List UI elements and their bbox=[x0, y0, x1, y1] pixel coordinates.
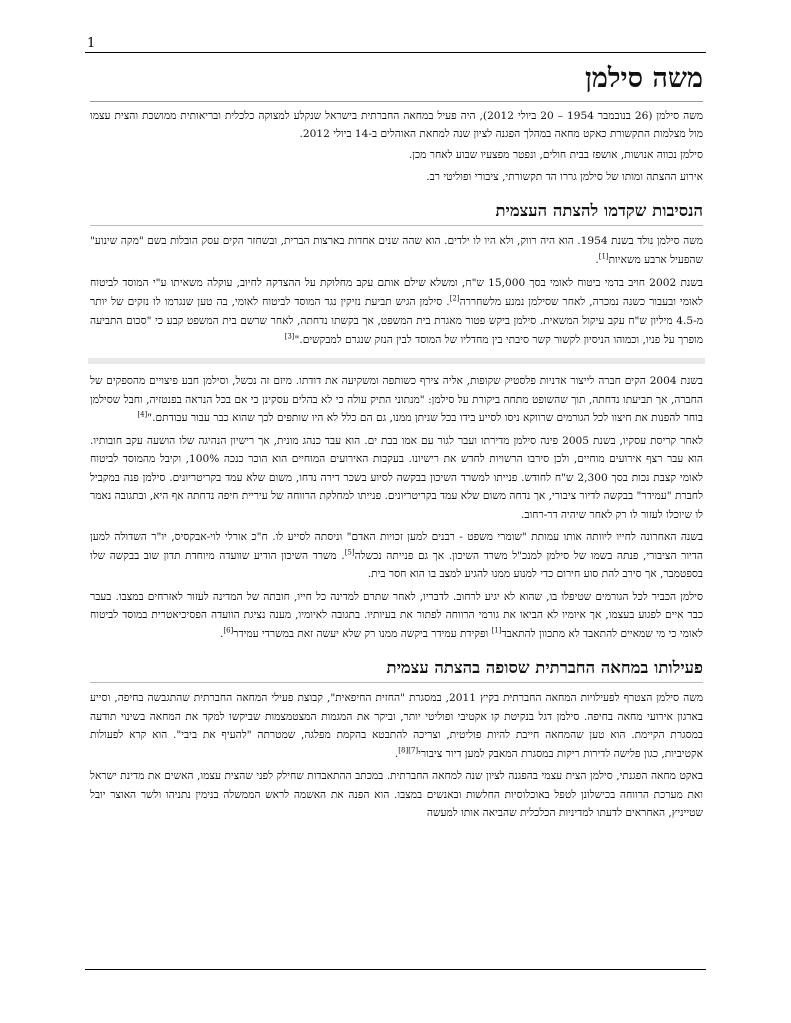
intro-paragraph-1: משה סילמן (26 בנובמבר 1954 – 20 ביולי 2012), היה פעיל במחאה החברתית בישראל שנקלע למצוקה כלכלית ובריאותית ממושכת והצית עצמו מול מצלמות התקשורת כאקט מחאה במהלך הפגנה לציון שנה למחאת האוהלים ב-14 ביולי 2012. bbox=[90, 110, 703, 140]
paragraph: לאחר קריסת עסקיו, בשנת 2005 פינה סילמן מדירתו ועבר לגור עם אמו בבת ים. הוא עבד כנהג מונית, אך רישיון הנהיגה שלו הושעה עקב חובותיו. הוא עבר רצף אירועים מוחיים, ולכן סירבו הרשויות לחדש את רישיונו. בעקבות האירועים המוחיים הוא הוכר כנכה 100%, וקיבל מהמוסד לביטוח לאומי קצבת נכות בסך 2,300 ש"ח לחודש. פנייתו למשרד השיכון בבקשה לסיוע בשכר דירה נדחו, משום שלא עמד בקריטריונים. סילמן פנה במקביל לחברת "עמידר" בבקשה לדיור ציבורי, אך נדחה משום שלא עמד בקריטריונים. פנייתו למחלקת הרווחה של עיריית חיפה נדחתה אף היא, ובתגובה נאמר לו שיוכלו לעזור לו רק לאחר שיהיה דר-רחוב. bbox=[90, 434, 704, 521]
section-heading-background: הנסיבות שקדמו להצתה העצמית bbox=[90, 200, 703, 226]
paragraph bbox=[90, 528, 703, 584]
paragraph: משה סילמן נולד בשנת 1954. הוא היה רווק, ולא היו לו ילדים. הוא שהה שנים אחדות בארצות הברית, ובשחזר הקים עסק הובלות בשם "מקה שינוע" שהפעיל ארבע משאיות[1]. bbox=[90, 235, 703, 266]
paragraph-text: סילמן הכביר לכל הגורמים שטיפלו בו, שהוא לא יגיע לרחוב. לדבריו, לאחר שתרם למדינה כל חייו, חובתה של המדינה לעזור לאזרחים במצבו. בעבר כבר איים לפגוע בעצמו, אך איומיו לא הביאו את גורמי הרווחה לפתור את בעיותיו. בתגובה לאיומיו, מענה נציגת הוועדה הפסיכיאטרית במוסד לביטוח לאומי כי מי שמאיים להתאבד לא מתכוון להתאבד bbox=[90, 590, 703, 640]
footnote-ref[interactable]: [5] bbox=[344, 547, 355, 556]
footnote-ref[interactable]: [3] bbox=[284, 332, 295, 341]
section-heading-protest: פעילותו במחאה החברתית שסופה בהצתה עצמית bbox=[90, 657, 703, 683]
paragraph-text: בשנת 2002 חויב בדמי ביטוח לאומי בסך 15,000 ש"ח, ומשלא שילם אותם עקב מחלוקת על ההצדקה לחיוב, עוקלה משאיתו ע"י המוסד לביטוח לאומי ובעבור כשנה נמכרה, לאחר שסילמן נמנע מלשחררה bbox=[90, 277, 703, 308]
footnote-ref[interactable]: [4] bbox=[137, 410, 148, 419]
footnote-ref[interactable]: [1] bbox=[491, 625, 502, 634]
section-divider bbox=[88, 358, 705, 364]
paragraph: באקט מחאה הפגנתי, סילמן הצית עצמי בהפגנה לציון שנה למחאה החברתית. במכתב ההתאבדות שחילק לפני שהצית עצמו, האשים את מדינת ישראל ואת מערכת הרווחה בכישלונן לטפל באוכלוסיות החלשות ובאנשים במצבו. הוא הפנה את האשמה לראש הממשלה בנימין נתניהו ולשר האוצר יובל שטייניץ, האחראים לדעתו למדיניות הכלכלית שהביאה אותו למעשה bbox=[90, 770, 703, 819]
header-rule bbox=[85, 52, 706, 53]
footnote-ref[interactable]: [7][8] bbox=[398, 745, 419, 754]
footer-rule bbox=[85, 969, 706, 970]
paragraph-text: . סילמן הגיש תביעת נזיקין נגד המוסד לביטוח לאומי, בה טען שנגרמו לו נזקים של יותר מ-4.5 מיליון ש"ח עקב עיקול המשאית. סילמן ביקש פטור מאגרת בית המשפט, אך בקשתו נדחתה, לאחר שרשם בית המשפט קבע כי "סכום התביעה מופרך על פניו, וכמוהו הניסיון לקשור קשר סיבתי בין מחדליו של המוסד לבין הנזק שנגרם למבקשים." bbox=[90, 296, 703, 346]
paragraph-text: משה סילמן נולד בשנת 1954. הוא היה רווק, ולא היו לו ילדים. הוא שהה שנים אחדות בארצות הברית, ובשחזר הקים עסק הובלות בשם "מקה שינוע" שהפעיל ארבע משאיות bbox=[90, 235, 703, 266]
intro-paragraph-2: סילמן נכווה אנושות, אושפז בבית חולים, ונפטר מפצעיו שבוע לאחר מכן. bbox=[408, 149, 703, 161]
paragraph-text: בשנת 2004 הקים חברה לייצור אדניות פלסטיק שקופות, אליה צירף כשותפה ומשקיעה את דודתו. מיזם זה נכשל, וסילמן חבע פיצויים מהספקים של החברה, אך תביעתו נדחתה, תוך שהשופט מתחה ביקורת על סילמן: "מנתוני התיק עולה כי לא בהלים עסקינן כי אם בכל הנראה בפנטזיה, וחבל שסילמן בוחר להפנות את חיצוו לכל הגורמים שרווקא ניסו לסייע בידו בכל שניתן ממנו, גם הם כלל לא היו שותפים לכך שהוא כבר עבור עבודתם." bbox=[90, 375, 703, 424]
intro-paragraph-3: אירוע ההצתה ומותו של סילמן גררו הד תקשורתי, ציבורי ופוליטי רב. bbox=[426, 170, 703, 183]
footnote-ref[interactable]: [1] bbox=[598, 252, 609, 261]
paragraph: סילמן הכביר לכל הגורמים שטיפלו בו, שהוא לא יגיע לרחוב. לדבריו, לאחר שתרם למדינה כל חייו, חובתה של המדינה לעזור לאזרחים במצבו. בעבר כבר איים לפגוע בעצמו, אך איומיו לא הביאו את גורמי הרווחה לפתור את בעיותיו. בתגובה לאיומיו, מענה נציגת הוועדה הפסיכיאטרית במוסד לביטוח לאומי כי מי שמאיים להתאבד לא מתכוון להתאבד[1] ופקידת עמידר ביקשה ממנו רק שלא יעשה זאת במשרדי עמידר[6]. bbox=[90, 590, 703, 640]
article-body bbox=[90, 62, 703, 827]
footnote-ref[interactable]: [6] bbox=[223, 625, 234, 634]
paragraph bbox=[90, 372, 703, 428]
paragraph bbox=[90, 274, 703, 350]
paragraph-text: ופקידת עמידר ביקשה ממנו רק שלא יעשה זאת במשרדי עמידר bbox=[233, 627, 492, 640]
page-number: 1 bbox=[87, 36, 96, 51]
paragraph-text: בשנה האחרונה לחייו ליוותה אותו עמותת "שומרי משפט - רבנים למען זכויות האדם" וניסתה לסייע לו. ח"כ אורלי לוי-אבקסיס, יו"ר השדולה למען הדיור הציבורי, פנתה בשמו של סילמן למנכ"ל משרד השיכון. אך גם פנייתה נכשלה bbox=[90, 531, 703, 562]
section-business-collapse bbox=[90, 372, 703, 643]
article-title: משה סילמן bbox=[90, 62, 703, 102]
paragraph: משה סילמן הצטרף לפעילויות המחאה החברתית בקיץ 2011, במסגרת "החזית החיפאית", קבוצת פעילי המחאה החברתית שהתגבשה בחיפה, וסייע בארגון אירועי מחאה בחיפה. סילמן דגל בנקיטת קו אקטיבי ופוליטי יותר, וביקר את המגמות המצטמצמות שביקשו למקד את המחאה בשינוי תודעה במסגרת הקיימת. הוא טען שהמחאה חייבת להיות פוליטית, וצריכה להתבטא בהקמת מפלגה, שמטרתה "להעיף את ביבי". הוא קרא לפעולות אקטיביות, כגון פלישה לדירות ריקות במסגרת המאבק למען דיור ציבורי[7][8]. bbox=[90, 692, 703, 760]
paragraph-text: משה סילמן הצטרף לפעילויות המחאה החברתית בקיץ 2011, במסגרת "החזית החיפאית", קבוצת פעילי המחאה החברתית שהתגבשה בחיפה, וסייע בארגון אירועי מחאה בחיפה. סילמן דגל בנקיטת קו אקטיבי ופוליטי יותר, וביקר את המגמות המצטמצמות שביקשו למקד את המחאה בשינוי תודעה במסגרת הקיימת. הוא טען שהמחאה חייבת להיות פוליטית, וצריכה להתבטא בהקמת מפלגה, שמטרתה "להעיף את ביבי". הוא קרא לפעולות אקטיביות, כגון פלישה לדירות ריקות במסגרת המאבק למען דיור ציבורי bbox=[90, 692, 703, 760]
footnote-ref[interactable]: [2] bbox=[449, 294, 460, 303]
section-background bbox=[90, 232, 703, 350]
paragraph-text: . משרד השיכון הודיע שוועדה מיוחדת תדון שוב בבקשה שלו בספטמבר, אך סירב להת סוע חירום כדי למנוע ממנו להגיע למצב בו הוא חסר בית. bbox=[90, 549, 703, 580]
section-protest bbox=[90, 689, 703, 823]
